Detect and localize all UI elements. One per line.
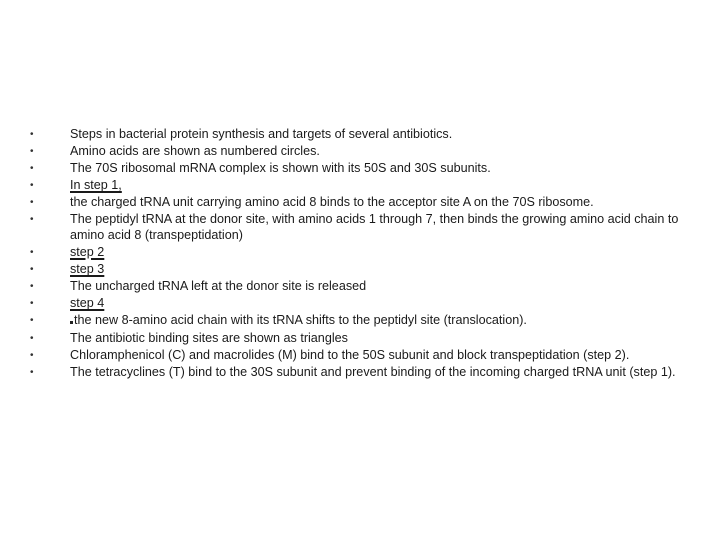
bullet-dot: • bbox=[30, 247, 34, 259]
bullet-text: The antibiotic binding sites are shown as triangles bbox=[70, 330, 348, 345]
bullet-dot: • bbox=[30, 129, 34, 140]
bullet-item bbox=[30, 365, 690, 381]
bullet-dot: • bbox=[30, 281, 34, 293]
bullet-dot: • bbox=[30, 332, 34, 344]
bullet-list bbox=[30, 127, 690, 382]
bullet-item bbox=[30, 195, 690, 211]
bullet-dot: • bbox=[30, 315, 34, 327]
step-1-heading: In step 1, bbox=[70, 178, 122, 193]
bullet-item bbox=[30, 279, 690, 295]
bullet-item bbox=[30, 296, 690, 312]
bullet-dot: • bbox=[30, 298, 34, 310]
bullet-item bbox=[30, 313, 690, 329]
bullet-item bbox=[30, 262, 690, 278]
bullet-item bbox=[30, 331, 690, 347]
bullet-text: The tetracyclines (T) bind to the 30S subunit and prevent binding of the incoming charged tRNA unit (step 1). bbox=[70, 364, 676, 379]
bullet-text: Chloramphenicol (C) and macrolides (M) bind to the 50S subunit and block transpeptidation (step 2). bbox=[70, 347, 630, 362]
step-4-heading: step 4 bbox=[70, 296, 105, 311]
bullet-dot: • bbox=[30, 349, 34, 361]
bullet-text: The peptidyl tRNA at the donor site, with amino acids 1 through 7, then binds the growing amino acid chain to amino acid 8 (transpeptidation) bbox=[70, 212, 679, 242]
bullet-dot: • bbox=[30, 264, 34, 276]
bullet-dot: • bbox=[30, 197, 34, 209]
bullet-item bbox=[30, 161, 690, 177]
bullet-text: Amino acids are shown as numbered circles. bbox=[70, 144, 320, 159]
bullet-text: the new 8-amino acid chain with its tRNA shifts to the peptidyl site (translocation). bbox=[74, 313, 527, 328]
bullet-item bbox=[30, 348, 690, 364]
bullet-item bbox=[30, 212, 690, 243]
step-3-heading: step 3 bbox=[70, 262, 105, 277]
bullet-item bbox=[30, 144, 690, 160]
bullet-dot: • bbox=[30, 146, 34, 158]
bullet-text: The uncharged tRNA left at the donor site is released bbox=[70, 279, 367, 294]
bullet-dot: • bbox=[30, 366, 34, 378]
bullet-text: The 70S ribosomal mRNA complex is shown with its 50S and 30S subunits. bbox=[70, 161, 491, 176]
bullet-dot: • bbox=[30, 214, 34, 226]
bullet-item bbox=[30, 127, 690, 143]
bullet-item bbox=[30, 178, 690, 194]
square-marker-icon bbox=[70, 321, 73, 324]
step-2-heading: step 2 bbox=[70, 245, 105, 260]
bullet-dot: • bbox=[30, 163, 34, 175]
bullet-text: Steps in bacterial protein synthesis and targets of several antibiotics. bbox=[70, 127, 453, 141]
bullet-dot: • bbox=[30, 180, 34, 192]
bullet-item bbox=[30, 245, 690, 261]
bullet-text: the charged tRNA unit carrying amino acid 8 binds to the acceptor site A on the 70S ribosome. bbox=[70, 195, 594, 210]
